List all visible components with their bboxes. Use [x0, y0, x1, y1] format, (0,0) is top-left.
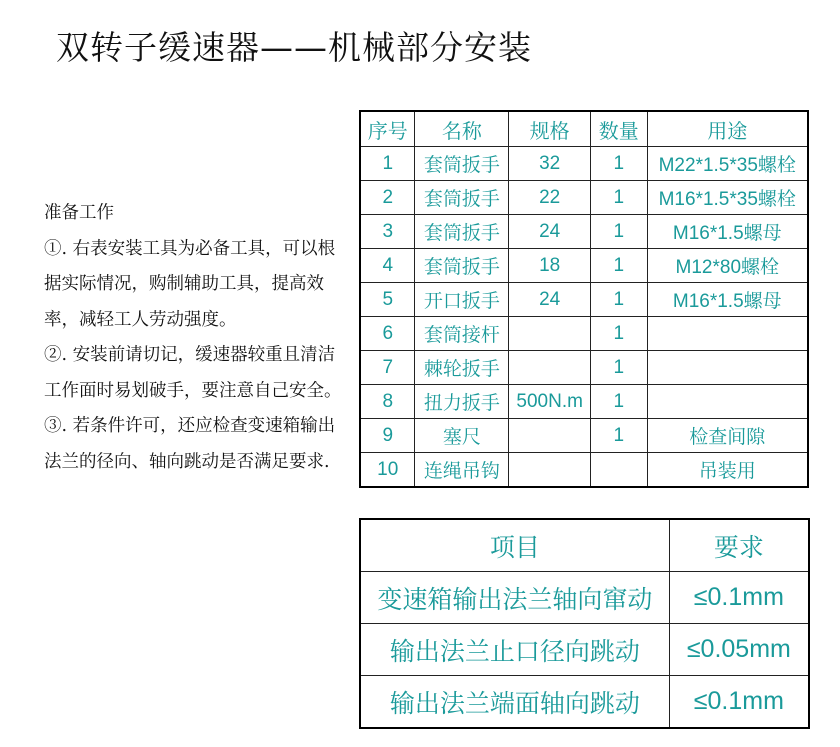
- cell-index: 10: [360, 453, 415, 488]
- table-row: [360, 215, 808, 249]
- header-spec: 规格: [509, 111, 591, 147]
- cell-purpose: 吊装用: [647, 453, 808, 488]
- cell-purpose: M16*1.5*35螺栓: [647, 181, 808, 215]
- cell-item: 输出法兰止口径向跳动: [360, 624, 669, 676]
- table-row: [360, 419, 808, 453]
- cell-name: 套筒扳手: [415, 215, 509, 249]
- cell-quantity: 1: [591, 385, 648, 419]
- cell-quantity: [591, 453, 648, 488]
- cell-index: 3: [360, 215, 415, 249]
- table-row: [360, 249, 808, 283]
- table-row: [360, 676, 809, 729]
- cell-item: 变速箱输出法兰轴向窜动: [360, 572, 669, 624]
- cell-quantity: 1: [591, 249, 648, 283]
- cell-name: 扭力扳手: [415, 385, 509, 419]
- cell-name: 套筒接杆: [415, 317, 509, 351]
- cell-name: 套筒扳手: [415, 147, 509, 181]
- table-row: [360, 572, 809, 624]
- cell-spec: [509, 351, 591, 385]
- header-index: 序号: [360, 111, 415, 147]
- cell-spec: [509, 419, 591, 453]
- cell-index: 1: [360, 147, 415, 181]
- cell-quantity: 1: [591, 419, 648, 453]
- cell-spec: 500N.m: [509, 385, 591, 419]
- cell-index: 4: [360, 249, 415, 283]
- table-row: [360, 181, 808, 215]
- table-row: [360, 453, 808, 488]
- cell-spec: 24: [509, 283, 591, 317]
- note-item-1: ①. 右表安装工具为必备工具，可以根据实际情况，购制辅助工具，提高效率，减轻工人劳动强度。: [44, 238, 336, 330]
- page-title: 双转子缓速器——机械部分安装: [56, 28, 532, 67]
- cell-quantity: 1: [591, 317, 648, 351]
- table-row: [360, 147, 808, 181]
- cell-name: 套筒扳手: [415, 181, 509, 215]
- header-quantity: 数量: [591, 111, 648, 147]
- cell-quantity: 1: [591, 147, 648, 181]
- cell-requirement: ≤0.05mm: [669, 624, 809, 676]
- table-row: [360, 317, 808, 351]
- cell-name: 塞尺: [415, 419, 509, 453]
- table-row: [360, 624, 809, 676]
- table-row: [360, 283, 808, 317]
- requirements-table: [359, 518, 810, 729]
- note-item-2: ②. 安装前请切记，缓速器较重且清洁工作面时易划破手，要注意自己安全。: [44, 345, 342, 401]
- note-item-3: ③. 若条件许可，还应检查变速箱输出法兰的径向、轴向跳动是否满足要求.: [44, 416, 336, 472]
- cell-item: 输出法兰端面轴向跳动: [360, 676, 669, 729]
- cell-index: 8: [360, 385, 415, 419]
- cell-purpose: 检查间隙: [647, 419, 808, 453]
- cell-index: 9: [360, 419, 415, 453]
- cell-index: 5: [360, 283, 415, 317]
- header-name: 名称: [415, 111, 509, 147]
- cell-quantity: 1: [591, 215, 648, 249]
- cell-purpose: [647, 351, 808, 385]
- cell-index: 7: [360, 351, 415, 385]
- cell-spec: 24: [509, 215, 591, 249]
- requirements-header-row: [360, 519, 809, 572]
- header-purpose: 用途: [647, 111, 808, 147]
- cell-spec: [509, 453, 591, 488]
- cell-index: 2: [360, 181, 415, 215]
- cell-name: 套筒扳手: [415, 249, 509, 283]
- cell-requirement: ≤0.1mm: [669, 676, 809, 729]
- cell-spec: 32: [509, 147, 591, 181]
- table-row: [360, 385, 808, 419]
- cell-quantity: 1: [591, 351, 648, 385]
- tools-table: [359, 110, 809, 488]
- cell-purpose: [647, 317, 808, 351]
- cell-requirement: ≤0.1mm: [669, 572, 809, 624]
- cell-name: 棘轮扳手: [415, 351, 509, 385]
- preparation-notes: [44, 196, 344, 480]
- cell-spec: [509, 317, 591, 351]
- cell-spec: 18: [509, 249, 591, 283]
- notes-heading: 准备工作: [44, 203, 114, 223]
- cell-purpose: M16*1.5螺母: [647, 283, 808, 317]
- table-row: [360, 351, 808, 385]
- cell-index: 6: [360, 317, 415, 351]
- tools-header-row: [360, 111, 808, 147]
- cell-spec: 22: [509, 181, 591, 215]
- cell-quantity: 1: [591, 181, 648, 215]
- cell-purpose: [647, 385, 808, 419]
- cell-name: 开口扳手: [415, 283, 509, 317]
- cell-purpose: M12*80螺栓: [647, 249, 808, 283]
- cell-name: 连绳吊钩: [415, 453, 509, 488]
- cell-purpose: M16*1.5螺母: [647, 215, 808, 249]
- header-requirement: 要求: [669, 519, 809, 572]
- cell-purpose: M22*1.5*35螺栓: [647, 147, 808, 181]
- header-item: 项目: [360, 519, 669, 572]
- cell-quantity: 1: [591, 283, 648, 317]
